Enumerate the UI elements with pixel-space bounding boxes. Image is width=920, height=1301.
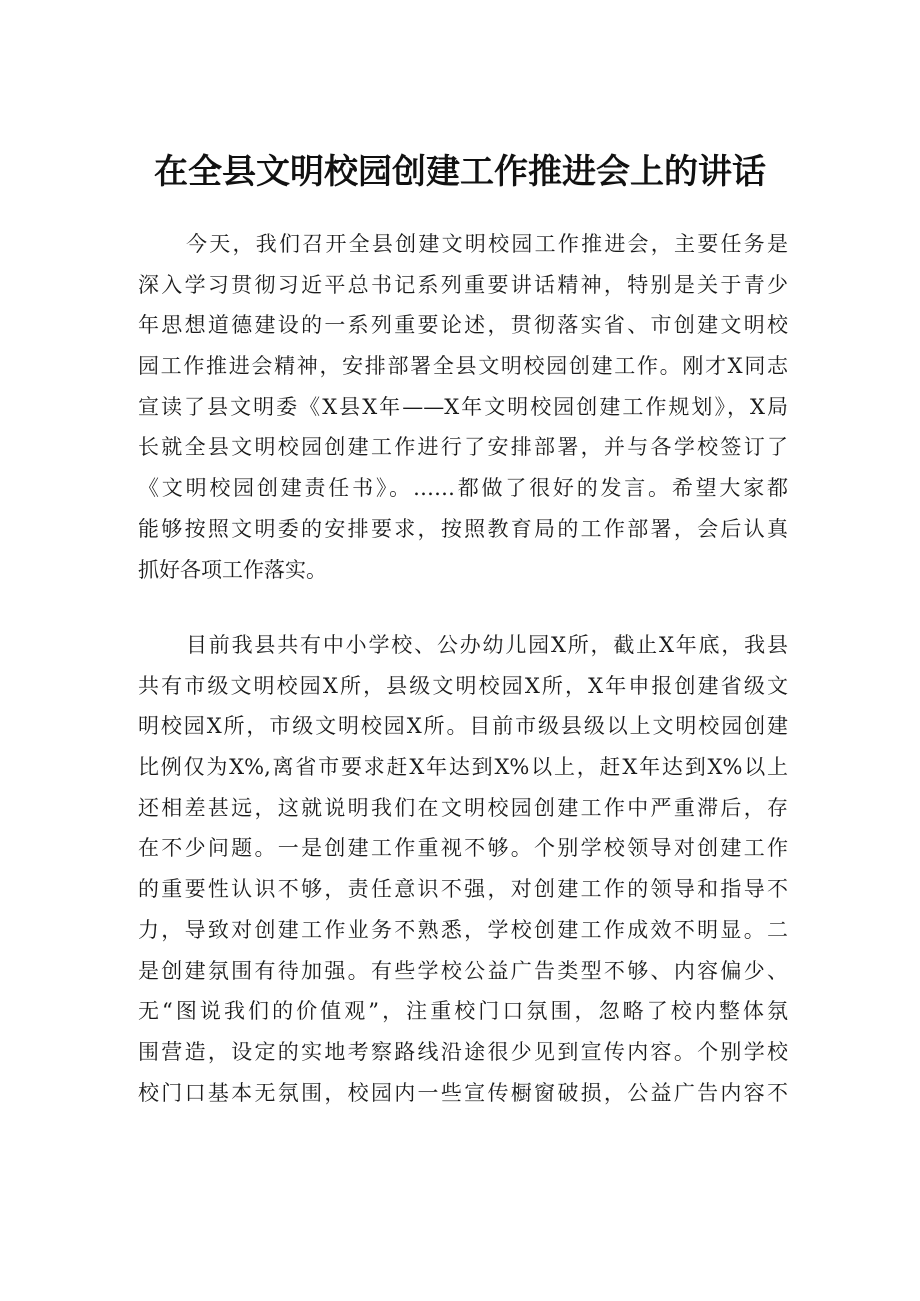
paragraph-line: 是创建氛围有待加强。有些学校公益广告类型不够、内容偏少、 bbox=[138, 958, 788, 983]
paragraph-line: 年思想道德建设的一系列重要论述，贯彻落实省、市创建文明校 bbox=[138, 313, 788, 338]
paragraph-line: 无“图说我们的价值观”，注重校门口氛围，忽略了校内整体氛 bbox=[138, 999, 788, 1024]
paragraph-line: 抓好各项工作落实。 bbox=[138, 557, 327, 582]
paragraph-line: 明校园X所，市级文明校园X所。目前市级县级以上文明校园创建 bbox=[138, 714, 788, 739]
paragraph-line: 能够按照文明委的安排要求，按照教育局的工作部署，会后认真 bbox=[138, 516, 788, 541]
paragraph-2 bbox=[138, 625, 788, 1113]
paragraph-line: 围营造，设定的实地考察路线沿途很少见到宣传内容。个别学校 bbox=[138, 1039, 788, 1064]
paragraph-line: 的重要性认识不够，责任意识不强，对创建工作的领导和指导不 bbox=[138, 877, 788, 902]
paragraph-line: 深入学习贯彻习近平总书记系列重要讲话精神，特别是关于青少 bbox=[138, 272, 788, 297]
paragraph-line: 宣读了县文明委《X县X年——X年文明校园创建工作规划》，X局 bbox=[138, 394, 788, 419]
document-title: 在全县文明校园创建工作推进会上的讲话 bbox=[154, 152, 766, 192]
paragraph-line: 力，导致对创建工作业务不熟悉，学校创建工作成效不明显。二 bbox=[138, 917, 788, 942]
paragraph-line: 长就全县文明校园创建工作进行了安排部署，并与各学校签订了 bbox=[138, 435, 788, 460]
paragraph-line: 园工作推进会精神，安排部署全县文明校园创建工作。刚才X同志 bbox=[138, 354, 788, 379]
paragraph-line: 比例仅为X%,离省市要求赶X年达到X%以上，赶X年达到X%以上 bbox=[138, 755, 788, 780]
paragraph-line: 今天，我们召开全县创建文明校园工作推进会，主要任务是 bbox=[186, 232, 788, 256]
paragraph-line: 共有市级文明校园X所，县级文明校园X所，X年申报创建省级文 bbox=[138, 673, 788, 698]
paragraph-line: 校门口基本无氛围，校园内一些宣传橱窗破损，公益广告内容不 bbox=[138, 1080, 788, 1105]
paragraph-line: 《文明校园创建责任书》。……都做了很好的发言。希望大家都 bbox=[138, 476, 788, 501]
paragraph-line: 还相差甚远，这就说明我们在文明校园创建工作中严重滞后，存 bbox=[138, 795, 788, 820]
paragraph-line: 在不少问题。一是创建工作重视不够。个别学校领导对创建工作 bbox=[138, 836, 788, 861]
paragraph-line: 目前我县共有中小学校、公办幼儿园X所，截止X年底，我县 bbox=[186, 633, 788, 657]
paragraph-1 bbox=[138, 224, 788, 590]
